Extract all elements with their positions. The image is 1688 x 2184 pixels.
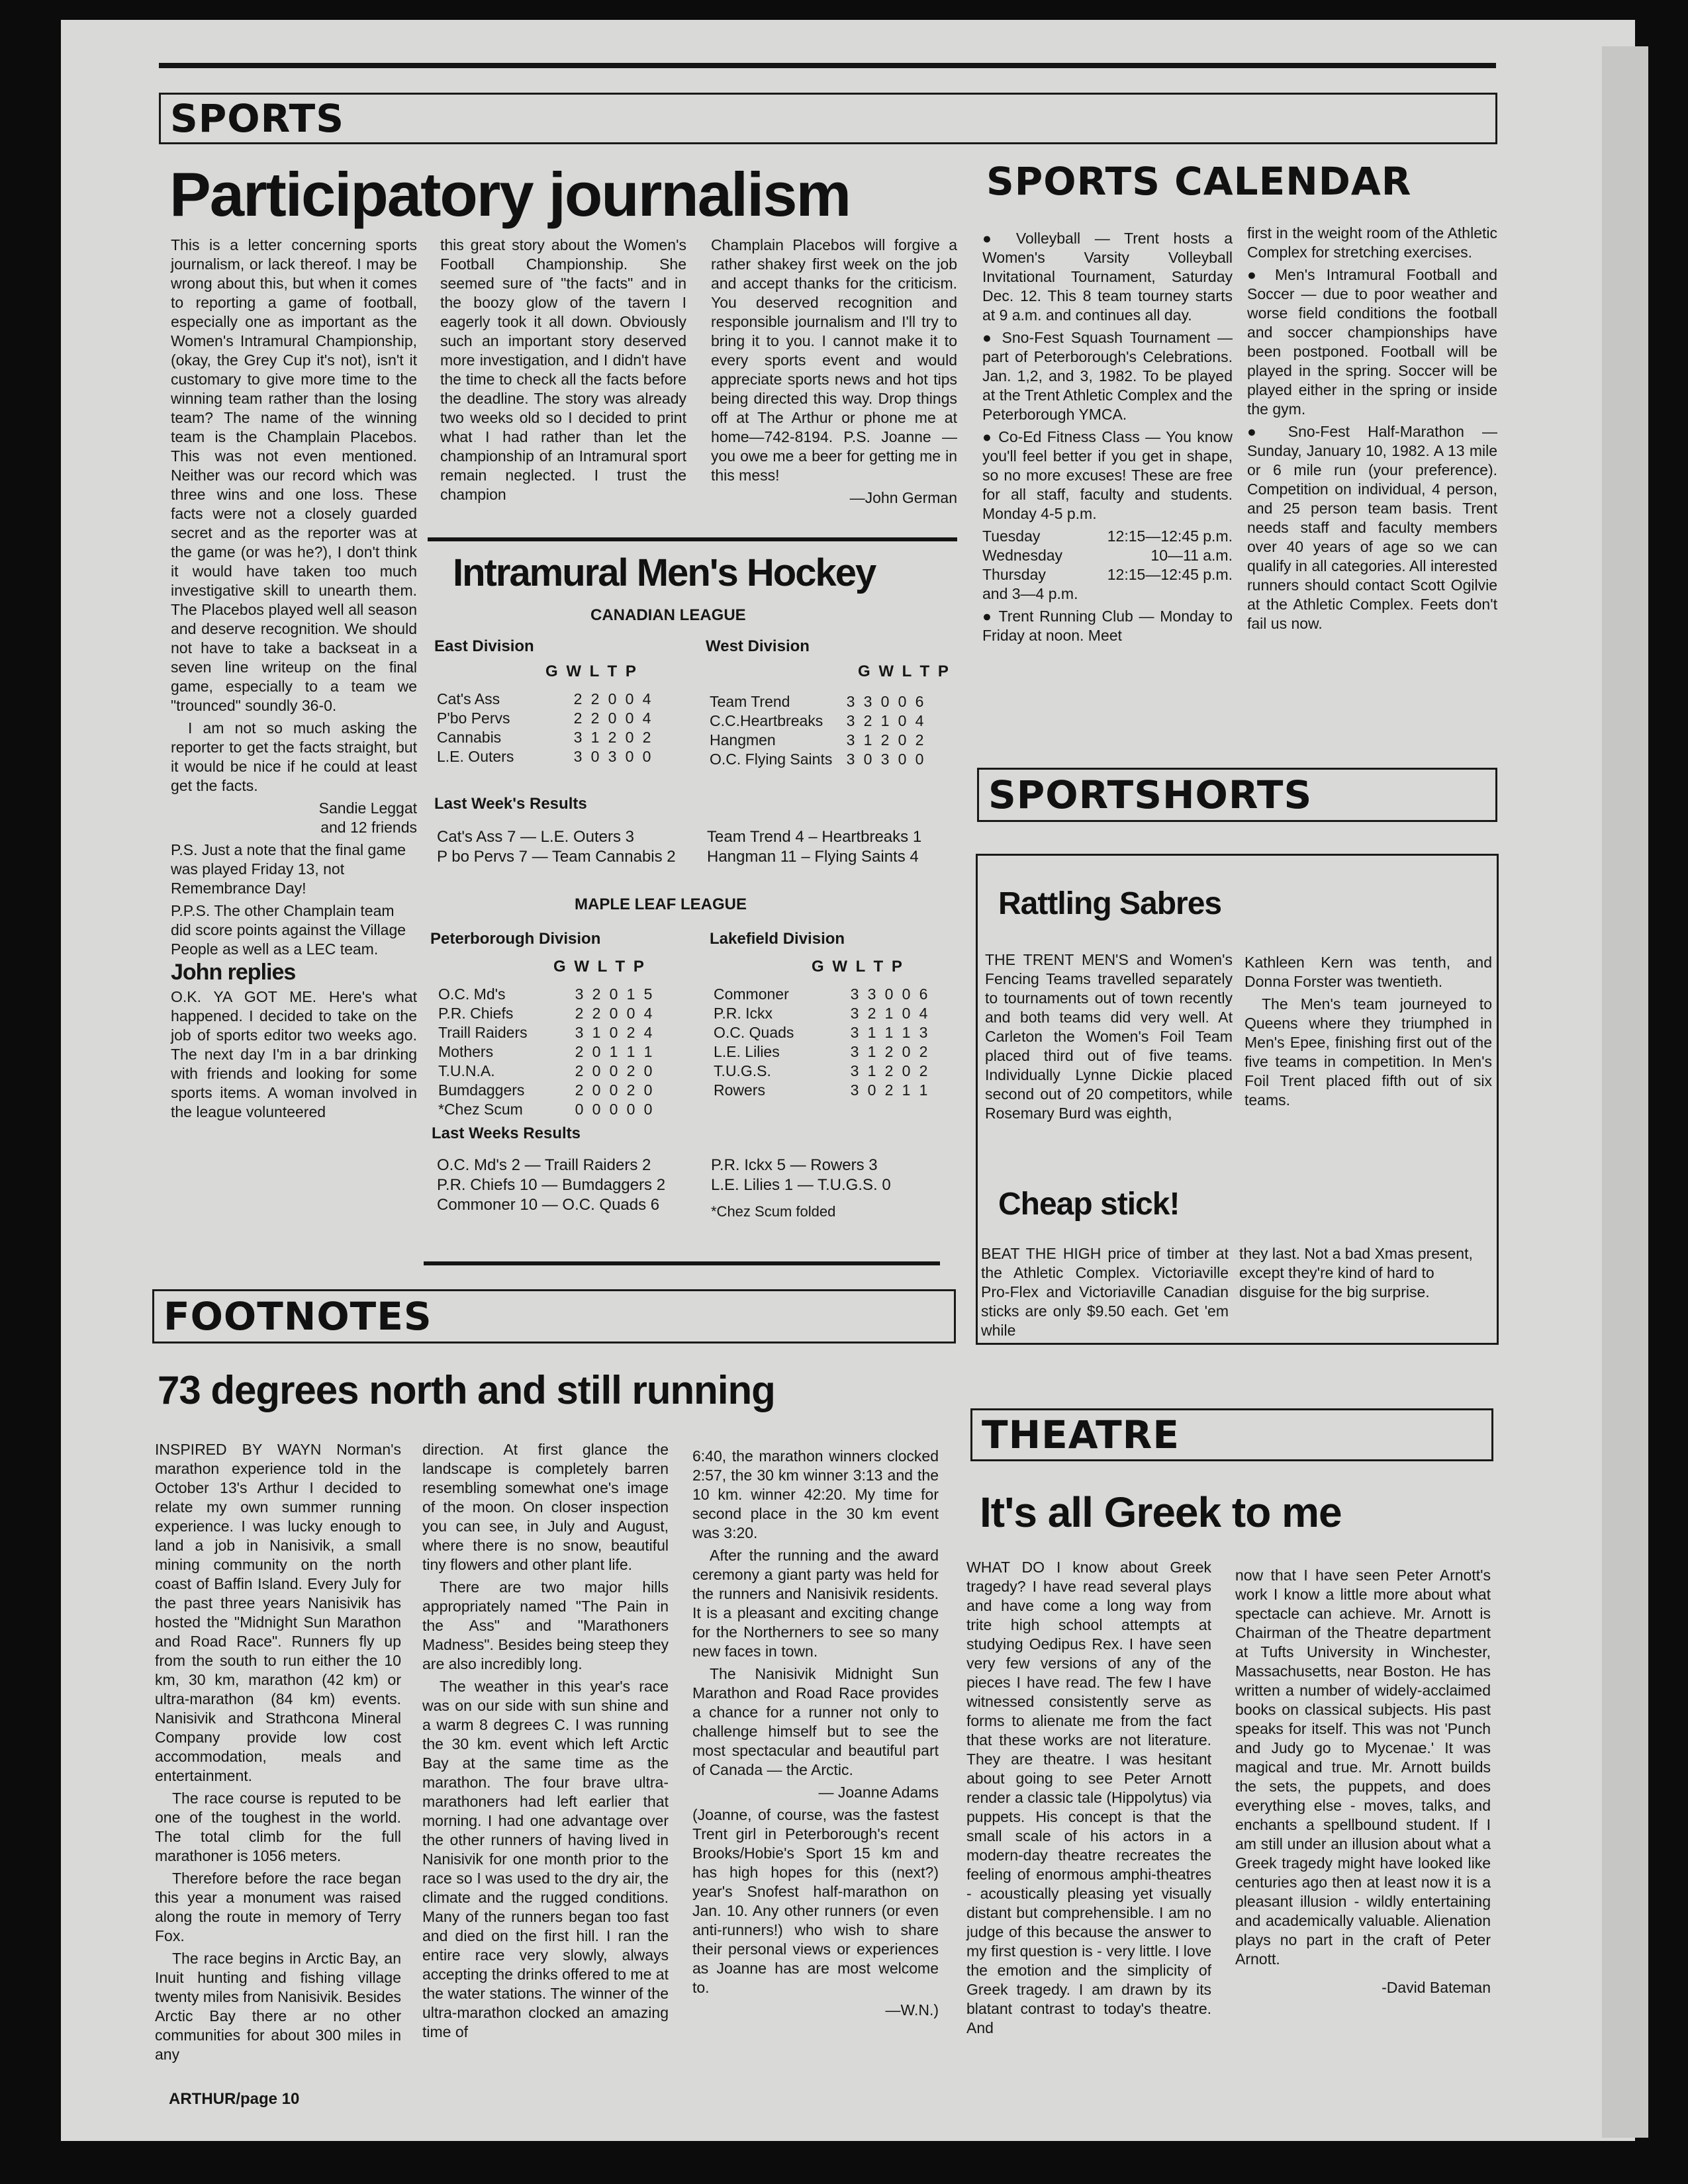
stat-value: 3 [846,751,855,768]
stat-value: 1 [609,1043,618,1060]
stat-value: 3 [863,693,872,710]
stat-value: 2 [575,1062,584,1079]
hockey-bottom-rule [424,1261,940,1265]
results-left [437,1156,665,1215]
marathon-para: direction. At first glance the landscape is completely barren resembling somewhat one's image of the moon. On closer inspection you can see, in July and August, where there is no snow, beautiful tiny flowers and other plant life. [422,1441,669,1573]
letter-ps: P.S. Just a note that the final game was played Friday 13, not Remembrance Day! [171,841,406,897]
standings-row [714,1023,932,1042]
result-line: P.R. Ickx 5 — Rowers 3 [711,1156,878,1174]
stat-value: 0 [902,1005,911,1022]
stat-value: 3 [575,985,584,1003]
stat-value: 0 [608,690,617,707]
stat-value: 3 [850,1024,859,1041]
letter-para: Champlain Placebos will forgive a rather shakey first week on the job and accept thanks for the criticism. You deserved recognition and responsible journalism and I'll try to bring it to you. I cannot make it to every sports event and would appreciate sports news and hot tips being directed this way. Drop things off at The Arthur or phone me at home—742-8194. P.S. Joanne — you owe me a beer for getting me in this mess! [711,236,957,484]
peterborough-division-title: Peterborough Division [430,930,601,948]
stat-value: 0 [609,1024,618,1041]
sabres-text: Kathleen Kern was tenth, and Donna Forster was twentieth. [1244,954,1492,990]
sabres-text: The Men's team journeyed to Queens where they triumphed in Men's Epee, finishing first out of the five teams in competition. In Men's Foil Trent placed fifth out of six teams. [1244,995,1492,1109]
stat-value: 0 [592,1101,601,1118]
stat-value: 1 [626,1043,635,1060]
stat-value: 3 [575,1024,584,1041]
calendar-item: first in the weight room of the Athletic Complex for stretching exercises. [1247,224,1497,261]
standings-row [437,728,655,747]
stat-value: 3 [850,1043,859,1060]
team-name: P'bo Pervs [437,709,510,727]
marathon-para: The weather in this year's race was on our side with sun shine and a warm 8 degrees C. I was running the 30 km. event which left Arctic Bay at the same time as the marathon. The four brave ultra-marathoners had left earlier that morning. I had one advantage over the other runners of having lived in Nanisivik for one month prior to the race so I was used to the dry air, the climate and the rugged conditions. Many of the runners began too fast and died on the first hill. I ran the entire race very slowly, always accepting the drinks offered to me at the water stations. The winner of the ultra-marathon clocked an amazing time of [422,1678,669,2040]
stat-value: 2 [575,1081,584,1099]
canadian-league-title: CANADIAN LEAGUE [590,606,746,624]
stat-value: 1 [867,1024,876,1041]
stat-value: 1 [867,1062,876,1079]
stat-value: 2 [590,690,600,707]
result-line: P.R. Chiefs 10 — Bumdaggers 2 [437,1176,666,1194]
team-name: L.E. Lilies [714,1043,780,1060]
stat-value: 0 [898,751,907,768]
adjacent-page-edge [1602,46,1648,2138]
stat-value: 2 [863,712,872,729]
team-name: Rowers [714,1081,765,1099]
stat-value: 0 [575,1101,584,1118]
schedule-day: Thursday [982,566,1046,583]
team-name: P.R. Chiefs [438,1005,514,1022]
theatre-text: WHAT DO I know about Greek tragedy? I have read several plays and have come a long way from trite high school attempts at studying Oedipus Rex. I have seen very few versions of any of the pieces I have read. The few I have witnessed consistently serve as forms to alienate me from the fact that these works are not literature. They are theatre. I was hesitant about going to see Peter Arnott render a classic tale (Hippolytus) via puppets. His concept is that the small scale of his actors in a modern-day theatre recreates the feeling of enormous amphi-theatres - acoustically pleasing yet visually distant but comprehensible. I am no judge of this because the answer to my first question is - very little. I love the emotion and the simplicity of Greek tragedy. I am drawn by its blatant contrast to today's theatre. And [966,1559,1211,2036]
stat-value: 0 [902,1062,911,1079]
results-right [707,827,921,867]
stat-value: 0 [643,1101,653,1118]
stat-value: 0 [625,709,634,727]
result-line: Team Trend 4 – Heartbreaks 1 [707,828,922,846]
calendar-column-2 [1247,224,1497,637]
standings-row [710,692,928,711]
stat-value: 3 [850,1081,859,1099]
team-name: P.R. Ickx [714,1005,773,1022]
marathon-para: There are two major hills appropriately named "The Pain in the Ass" and "Marathoners Madness". Besides being steep they are also incredibly long. [422,1578,669,1672]
stat-value: 0 [867,1081,876,1099]
stat-value: 1 [884,1005,894,1022]
stat-value: 1 [590,729,600,746]
schedule-time: 10—11 a.m. [1150,547,1233,564]
calendar-column-1 [982,229,1233,649]
standings-row [438,1100,657,1119]
stat-value: 2 [919,1062,928,1079]
marathon-para: Therefore before the race began this year a monument was raised along the route in memory of Terry Fox. [155,1870,401,1944]
theatre-column-2 [1235,1566,1491,2001]
stat-value: 3 [846,693,855,710]
schedule-row [982,565,1233,584]
standings-row [437,747,655,766]
stat-value: 2 [592,985,601,1003]
marathon-para: The race course is reputed to be one of the toughest in the world. The total climb for the full marathoner is 1056 meters. [155,1790,401,1864]
stat-value: 3 [850,1062,859,1079]
stat-value: 2 [884,1081,894,1099]
page-folio: ARTHUR/page 10 [169,2090,300,2108]
stat-value: 0 [592,1043,601,1060]
stat-value: 1 [626,985,635,1003]
standings-row [714,1081,932,1100]
marathon-para: 6:40, the marathon winners clocked 2:57, the 30 km winner 3:13 and the 10 km. winner 42:20. My time for second place in the 30 km event was 3:20. [692,1447,939,1541]
stat-value: 3 [850,1005,859,1022]
reply-heading: John replies [171,960,296,985]
editor-signature: —W.N.) [885,2001,939,2019]
team-name: Hangmen [710,731,776,749]
stat-value: 0 [884,985,894,1003]
results-right [711,1156,891,1222]
standings-header: G W L T P [812,958,902,976]
team-name: C.C.Heartbreaks [710,712,823,729]
stat-value: 2 [884,1062,894,1079]
lakefield-division-title: Lakefield Division [710,930,845,948]
team-name: L.E. Outers [437,748,514,765]
stat-value: 3 [846,731,855,749]
schedule-day: Wednesday [982,547,1063,564]
standings-row [438,1023,657,1042]
stat-value: 3 [880,751,890,768]
stat-value: 0 [898,731,907,749]
schedule-tail: and 3—4 p.m. [982,585,1078,602]
result-line: L.E. Lilies 1 — T.U.G.S. 0 [711,1176,891,1194]
standings-row [438,1004,657,1023]
stat-value: 2 [884,1043,894,1060]
standings-row [710,750,928,769]
result-line: Commoner 10 — O.C. Quads 6 [437,1196,660,1214]
section-title: FOOTNOTES [164,1294,432,1339]
stat-value: 2 [608,729,617,746]
folded-note: *Chez Scum folded [711,1203,836,1220]
team-name: T.U.G.S. [714,1062,771,1079]
calendar-item: ● Sno-Fest Squash Tournament — part of Peterborough's Celebrations. Jan. 1,2, and 3, 1982. To be played at the Trent Athletic Complex and the Peterborough YMCA. [982,329,1233,423]
stat-value: 4 [643,1024,653,1041]
stat-value: 2 [575,1043,584,1060]
marathon-para: INSPIRED BY WAYN Norman's marathon experience told in the October 13's Arthur I decided to relate my own summer running experience. I was lucky enough to land a job in Nanisivik, a small mining community on the north coast of Baffin Island. Every July for the past three years Nanisivik has hosted the "Midnight Sun Marathon and Road Race". Runners fly up from the south to run either the 10 km, 30 km, marathon (42 km) or ultra-marathon (84 km) events. Nanisivik and Strathcona Mineral Company provide low cost accommodation, meals and entertainment. [155,1441,401,1784]
stat-value: 0 [625,690,634,707]
team-name: Commoner [714,985,789,1003]
standings-row [714,985,932,1004]
stat-value: 2 [626,1062,635,1079]
stat-value: 0 [626,1101,635,1118]
section-title: SPORTSHORTS [988,772,1313,817]
letter-signature: —John German [849,489,957,506]
results-title: Last Week's Results [434,795,587,813]
headline-rattling-sabres: Rattling Sabres [998,886,1222,921]
section-header-sports [159,93,1497,144]
stat-value: 0 [902,1043,911,1060]
stat-value: 0 [880,693,890,710]
stat-value: 1 [592,1024,601,1041]
stat-value: 2 [573,690,583,707]
schedule-row [982,527,1233,546]
team-name: O.C. Flying Saints [710,751,833,768]
section-title: SPORTS [170,96,344,141]
section-header-sportshorts [977,768,1497,822]
sports-calendar-title: SPORTS CALENDAR [986,159,1412,204]
hockey-top-rule [428,537,957,541]
stick-text: they last. Not a bad Xmas present, except they're kind of hard to disguise for the big surprise. [1239,1245,1473,1300]
marathon-signature: — Joanne Adams [818,1784,939,1801]
stat-value: 0 [609,1062,618,1079]
stat-value: 4 [642,690,651,707]
stat-value: 3 [867,985,876,1003]
stat-value: 0 [609,1081,618,1099]
stat-value: 3 [608,748,617,765]
team-name: O.C. Quads [714,1024,794,1041]
standings-header: G W L T P [545,662,636,680]
marathon-column-2 [422,1440,669,2045]
result-line: Cat's Ass 7 — L.E. Outers 3 [437,828,635,846]
stat-value: 0 [625,729,634,746]
team-name: Cannabis [437,729,502,746]
editor-note: (Joanne, of course, was the fastest Trent girl in Peterborough's recent Brooks/Hobie's Sport 15 km and has high hopes for this (next?) year's Snofest half-marathon on Jan. 10. Any other runners (or even anti-runners!) who wish to share their personal views or experiences as Joanne has are most welcome to. [692,1806,939,1996]
team-name: Team Trend [710,693,790,710]
letter-column-2 [440,236,686,508]
stat-value: 2 [573,709,583,727]
letter-para: this great story about the Women's Football Championship. She seemed sure of "the facts" and in the boozy glow of the tavern I eagerly took it all down. Obviously such an important story deserved more investigation, and I didn't have the time to check all the facts before the deadline. The story was already two weeks old so I decided to print what I had rather than let the championship of an Intramural sport remain neglected. I trust the champion [440,236,686,503]
team-name: *Chez Scum [438,1101,523,1118]
standings-west [710,692,928,769]
standings-row [714,1004,932,1023]
standings-header: G W L T P [553,958,644,976]
stat-value: 1 [902,1081,911,1099]
stat-value: 0 [625,748,634,765]
stat-value: 2 [592,1005,601,1022]
marathon-para: The Nanisivik Midnight Sun Marathon and Road Race provides a chance for a runner not only to challenge himself but to see the most spectacular and beautiful part of Canada — the Arctic. [692,1665,939,1778]
marathon-column-1 [155,1440,401,2068]
stat-value: 3 [919,1024,928,1041]
stick-column-1 [981,1244,1229,1343]
theatre-text: now that I have seen Peter Arnott's work I know a little more about what spectacle can achieve. Mr. Arnott is Chairman of the Theatre department at Tufts University in Winchester, Massachusetts, near Boston. He has written a number of widely-acclaimed books on classical subjects. His past speaks for itself. This was not 'Punch and Judy go to Mycenae.' It was magical and true. Mr. Arnott builds the sets, the puppets, and does everything else - moves, talks, and enchants a spellbound student. If I am still under an illusion about what a Greek tragedy might have looked like centuries ago then at least now it is a pleasant illusion - wildly entertaining and academically valuable. Alienation plays no part in the craft of Peter Arnott. [1235,1567,1491,1968]
stick-column-2 [1239,1244,1487,1305]
section-header-footnotes [152,1289,956,1343]
stat-value: 6 [915,693,924,710]
result-line: O.C. Md's 2 — Traill Raiders 2 [437,1156,651,1174]
sabres-text: THE TRENT MEN'S and Women's Fencing Teams travelled separately to tournaments out of town recently and both teams did very well. At Carleton the Women's Foil Team placed third out of five teams. Individually Lynne Dickie placed second out of 20 competitors, while Rosemary Burd was eighth, [985,951,1233,1122]
team-name: Cat's Ass [437,690,500,707]
team-name: Mothers [438,1043,494,1060]
theatre-signature: -David Bateman [1382,1979,1491,1996]
standings-row [710,731,928,750]
section-header-theatre [970,1408,1493,1461]
stat-value: 3 [573,729,583,746]
section-title: THEATRE [982,1412,1180,1457]
stat-value: 1 [880,712,890,729]
team-name: T.U.N.A. [438,1062,495,1079]
stat-value: 2 [915,731,924,749]
stat-value: 1 [919,1081,928,1099]
calendar-item: ● Trent Running Club — Monday to Friday at noon. Meet [982,608,1233,644]
standings-row [438,1062,657,1081]
schedule-time: 12:15—12:45 p.m. [1107,527,1233,545]
stat-value: 0 [915,751,924,768]
standings-east [437,690,655,766]
result-line: Hangman 11 – Flying Saints 4 [707,848,919,866]
calendar-item: ● Co-Ed Fitness Class — You know you'll feel better if you get in shape, so no more excuses! These are free for all staff, faculty and students. Monday 4-5 p.m. [982,428,1233,522]
theatre-column-1 [966,1558,1211,2041]
stat-value: 0 [642,748,651,765]
stat-value: 2 [590,709,600,727]
stat-value: 2 [626,1024,635,1041]
stat-value: 0 [590,748,600,765]
stat-value: 1 [884,1024,894,1041]
stat-value: 3 [573,748,583,765]
stat-value: 0 [863,751,872,768]
results-left [437,827,676,867]
stat-value: 2 [880,731,890,749]
headline-participatory: Participatory journalism [169,159,851,229]
stat-value: 1 [863,731,872,749]
letter-column-3 [711,236,957,511]
stat-value: 4 [915,712,924,729]
standings-row [438,1081,657,1100]
stat-value: 0 [626,1005,635,1022]
marathon-para: After the running and the award ceremony a giant party was held for the runners and Nanisivik residents. It is a pleasant and exciting change for the Northerners to see so many new faces in town. [692,1547,939,1660]
team-name: O.C. Md's [438,985,506,1003]
stat-value: 2 [867,1005,876,1022]
top-rule [159,63,1496,68]
stat-value: 4 [642,709,651,727]
stat-value: 0 [609,1005,618,1022]
schedule-row [982,546,1233,565]
result-line: P bo Pervs 7 — Team Cannabis 2 [437,848,676,866]
stat-value: 0 [898,712,907,729]
standings-row [714,1042,932,1062]
standings-row [438,985,657,1004]
marathon-para: The race begins in Arctic Bay, an Inuit hunting and fishing village twenty miles from Nanisivik. Besides Arctic Bay there ar no other communities for about 300 miles in any [155,1950,401,2063]
standings-lakefield [714,985,932,1100]
stat-value: 2 [919,1043,928,1060]
standings-row [437,709,655,728]
letter-para: I am not so much asking the reporter to get the facts straight, but it would be nice if he could at least get the facts. [171,719,417,794]
stat-value: 3 [846,712,855,729]
stat-value: 0 [643,1062,653,1079]
headline-hockey: Intramural Men's Hockey [453,551,876,594]
sabres-column-1 [985,950,1233,1126]
schedule-time: 12:15—12:45 p.m. [1107,566,1233,583]
fitness-schedule [982,527,1233,604]
stat-value: 3 [850,985,859,1003]
stat-value: 2 [626,1081,635,1099]
stat-value: 2 [575,1005,584,1022]
headline-73-degrees: 73 degrees north and still running [158,1368,775,1412]
stat-value: 5 [643,985,653,1003]
stat-value: 2 [642,729,651,746]
calendar-item: ● Volleyball — Trent hosts a Women's Varsity Volleyball Invitational Tournament, Saturday Dec. 12. This 8 team tourney starts at 9 a.m. and continues all day. [982,230,1233,324]
standings-row [710,711,928,731]
letter-pps: P.P.S. The other Champlain team did score points against the Village People as well as a LEC team. [171,902,406,958]
schedule-day: Tuesday [982,527,1041,545]
stat-value: 0 [902,985,911,1003]
maple-league-title: MAPLE LEAF LEAGUE [575,895,747,913]
letter-signature: Sandie Leggat and 12 friends [318,799,417,836]
stat-value: 4 [643,1005,653,1022]
stat-value: 1 [867,1043,876,1060]
stat-value: 0 [608,709,617,727]
stat-value: 0 [592,1062,601,1079]
standings-row [438,1042,657,1062]
stat-value: 0 [609,985,618,1003]
stat-value: 0 [643,1081,653,1099]
standings-header: G W L T P [858,662,949,680]
reply-text: O.K. YA GOT ME. Here's what happened. I decided to take on the job of sports editor two weeks ago. The next day I'm in a bar drinking with friends and looking for some sports items. A woman involved in the league volunteered [171,988,417,1120]
calendar-item: ● Men's Intramural Football and Soccer — due to poor weather and worse field conditions the football and soccer championships have been postponed. Football will be played in the spring. Soccer will be played either in the spring or inside the gym. [1247,266,1497,418]
standings-row [714,1062,932,1081]
stat-value: 0 [592,1081,601,1099]
standings-peterborough [438,985,657,1119]
stat-value: 0 [609,1101,618,1118]
calendar-item: ● Sno-Fest Half-Marathon — Sunday, January 10, 1982. A 13 mile or 6 mile run (your preference). Competition on individual, 4 person, and 25 person team basis. Trent needs staff and faculty members over 40 years of age so we can qualify in all categories. All interested runners should contact Scott Ogilvie at the Athletic Complex. Feets don't fail us now. [1247,423,1497,632]
headline-cheap-stick: Cheap stick! [998,1187,1180,1222]
results-title: Last Weeks Results [432,1124,581,1142]
headline-greek: It's all Greek to me [980,1488,1342,1536]
team-name: Bumdaggers [438,1081,525,1099]
team-name: Traill Raiders [438,1024,528,1041]
stat-value: 4 [919,1005,928,1022]
letter-column-1 [171,236,417,1125]
stat-value: 1 [902,1024,911,1041]
east-division-title: East Division [434,637,534,655]
sabres-column-2 [1244,953,1492,1113]
stat-value: 6 [919,985,928,1003]
stick-text: BEAT THE HIGH price of timber at the Athletic Complex. Victoriaville Pro-Flex and Victoriaville Canadian sticks are only $9.50 each. Get 'em while [981,1245,1229,1339]
marathon-column-3 [692,1447,939,2023]
standings-row [437,690,655,709]
stat-value: 1 [643,1043,653,1060]
west-division-title: West Division [706,637,810,655]
stat-value: 0 [898,693,907,710]
letter-para: This is a letter concerning sports journalism, or lack thereof. I may be wrong about this, but when it comes to reporting a game of football, especially one as important as the Women's Intramural Championship, (okay, the Grey Cup it's not), isn't it customary to give more time to the winning team rather than the losing team? The name of the winning team is the Champlain Placebos. This was not even mentioned. Neither was our record which was three wins and one loss. These facts were not a closely guarded secret and as the reporter was at the game (or was he?), I don't think it would have taken too much investigative skill to unearth them. The Placebos played well all season and deserve recognition. We should not have to take a backseat in a seven line writeup on the final game, especially to a team we "trounced" soundly 36-0. [171,236,417,714]
